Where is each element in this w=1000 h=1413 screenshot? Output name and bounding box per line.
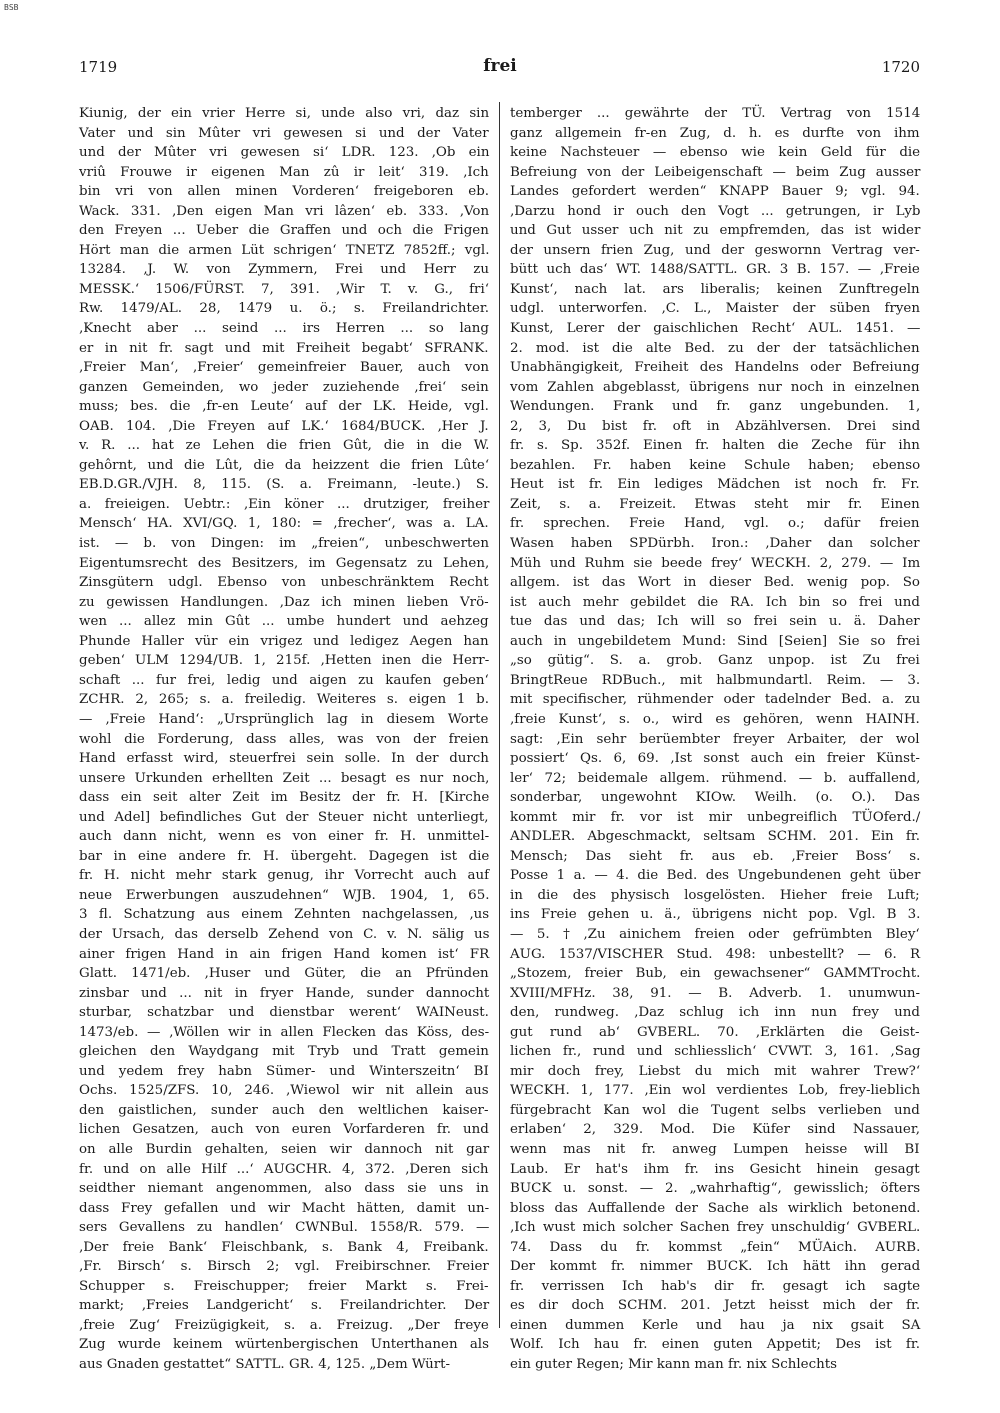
text-line: und Adel] befindliches Gut der Steuer nicht unterliegt, [79,809,489,825]
text-line: XVIII/MFHz. 38, 91. — B. Adverb. 1. unumwun- [510,985,921,1001]
text-line: dass Frey gefallen und wir Macht hätten, damit un- [79,1200,490,1216]
text-line: es dir doch SCHM. 201. Jetzt heisst mich der fr. [510,1298,921,1314]
text-line: zinsbar und ... nit in fryer Hande, sunder dannocht [79,985,490,1001]
text-line: Rw. 1479/AL. 28, 1479 u. ö.; s. Freilandrichter. [79,301,490,317]
text-line: Eigentumsrecht des Besitzers, im Gegensatz zu Lehen, [79,555,490,571]
text-line: zu gewissen Handlungen. ‚Daz ich minen lieben Vrö- [79,594,489,610]
text-line: bin vri von allen minen Vorderen‘ freigeboren eb. [79,184,490,200]
text-line: ist. — b. von Dingen: im „freien“, unbeschwerten [79,536,489,552]
text-line: Zeit, s. a. Freizeit. Etwas steht mir fr. Einen [510,496,920,512]
text-line: possiert‘ Qs. 6, 69. ‚Ist sonst auch ein freier Künst- [510,751,920,767]
text-line: mir doch frey, Liebst du mich mit wahrer Trew?‘ [510,1063,921,1079]
text-line: sers Gevallens zu handlen‘ CWNBul. 1558/R. 579. — [79,1220,490,1236]
text-line: ‚Darzu hond ir ouch den Vogt ... getrungen, ir Lyb [510,203,921,219]
text-line: a. freieigen. Uebtr.: ‚Ein köner ... drutziger, freiher [79,496,490,512]
text-line: sturbar, schatzbar und dienstbar werent‘ WAINeust. [79,1005,489,1021]
text-line: gut rund ab‘ GVBERL. 70. ‚Erklärten die Geist- [510,1024,920,1040]
text-line: Landes gefordert werden“ KNAPP Bauer 9; vgl. 94. [510,184,920,200]
text-line: 3 fl. Schatzung aus einem Zehnten nachgelassen, ‚us [79,907,490,923]
text-line: BringtReue RDBuch., mit halbmundartl. Reim. — 3. [510,672,921,688]
text-line: ganz allgemein fr-en Zug, d. h. es durfte von ihm [510,125,920,141]
text-line: einen dummen Kerle und hau ja nix gsait SA [510,1317,921,1333]
text-line: ins Freie gehen u. ä., übrigens nicht pop. Vgl. B 3. [510,907,921,923]
text-line: ganzen Gemeinden, wo jeder zuziehende ‚frei‘ sein [79,379,489,395]
text-line: Hand erfasst wird, steuerfrei sein solle. In der durch [79,751,489,767]
text-line: 74. Dass du fr. kommst „fein“ MÜAich. AURB. [510,1239,921,1255]
text-line: der Ursach, das derselb Zehend von C. v. N. sälig us [79,926,490,942]
text-line: bütt uch das‘ WT. 1488/SATTL. GR. 3 B. 157. — ‚Freie [510,262,920,278]
text-line: Kunst‘, nach lat. ars liberalis; keinen Zunftregeln [510,281,920,297]
text-line: in die des physisch losgelösten. Hieher freie Luft; [510,887,920,903]
page-number-left: 1719 [79,58,118,76]
text-line: Wack. 331. ‚Den eigen Man vri lâzen‘ eb. 333. ‚Von [79,203,490,219]
text-line: ler‘ 72; beidemale allgem. rühmend. — b. auffallend, [510,770,921,786]
text-line: Phunde Haller vür ein vrigez und ledigez Aegen han [79,633,489,649]
text-line: geben‘ ULM 1294/UB. 1, 215f. ‚Hetten inen die Herr- [79,653,490,669]
text-line: Vater und sin Mûter vri gewesen si und der Vater [79,125,489,141]
text-line: fr. und on alle Hilf ...‘ AUGCHR. 4, 372. ‚Deren sich [79,1161,489,1177]
text-line: — 5. † ‚Zu ainichem freien oder gefrümbten Bley‘ [510,926,920,942]
text-line: mit specifischer, rühmender oder tadelnder Bed. a. zu [510,692,921,708]
text-line: udgl. unterworfen. ‚C. L., Maister der süben fryen [510,301,920,317]
text-line: neue Erwerbungen auszudehnen“ WJB. 1904, 1, 65. [79,887,490,903]
text-line: bloss das Auffallende der Sache als wirklich betonend. [510,1200,921,1216]
text-line: lichen Gesatzen, auch von euren Vorfarderen fr. und [79,1122,489,1138]
text-line: ainer frigen Hand in ain frigen Hand komen ist‘ FR [79,946,490,962]
left-column [79,104,490,1372]
text-line: bezahlen. Fr. haben keine Schule haben; ebenso [510,457,921,473]
text-line: Wasen haben SPDürbh. Iron.: ‚Daher dan solcher [510,536,920,552]
text-line: ‚freie Zug‘ Freizügigkeit, s. a. Freizug. „Der freye [79,1317,489,1333]
text-line: Glatt. 1471/eb. ‚Huser und Güter, die an Pfründen [79,966,489,982]
text-line: kommt mir fr. vor ist mir unbegreiflich TÜOferd./ [510,809,921,825]
text-line: gleichen den Waydgang mit Tryb und Tratt gemein [79,1044,489,1060]
text-line: und yedem frey habn Sümer- und Winterszeitn‘ BI [79,1063,489,1079]
text-line: muss; bes. die ‚fr-en Leute‘ auf der LK. Heide, vgl. [79,399,489,415]
text-line: Hört man die armen Lüt schrigen‘ TNETZ 7852ff.; vgl. [79,242,490,258]
text-line: ‚Ich wust mich solcher Sachen frey unschuldig‘ GVBERL. [510,1220,921,1236]
running-headword: frei [483,56,517,76]
text-line: aus Gnaden gestattet“ SATTL. GR. 4, 125. „Dem Würt- [79,1357,451,1372]
text-line: er in nit fr. sagt und mit Freiheit begabt‘ SFRANK. [79,340,489,356]
page-number-right: 1720 [881,58,920,76]
right-column [510,104,921,1372]
text-line: Laub. Er hat's ihm fr. ins Gesicht hinein gesagt [510,1161,920,1177]
text-line: v. R. ... hat ze Lehen die frien Gût, die in die W. [79,438,490,454]
text-line: den Freyen ... Ueber die Graffen und och die Frigen [79,223,489,239]
text-line: Unabhängigkeit, Freiheit des Handelns oder Befreiung [510,360,920,376]
text-line: schaft ... fur frei, ledig und aigen zu kaufen geben‘ [79,672,489,688]
text-line: dass ein seit alter Zeit im Besitz der fr. H. [Kirche [79,790,490,806]
text-line: 13284. ‚J. W. von Zymmern, Frei und Herr zu [79,262,489,278]
text-line: seidther niemant angenommen, also dass sie uns in [79,1181,489,1197]
text-line: Mensch‘ HA. XVI/GQ. 1, 180: = ‚frecher‘, was a. LA. [79,516,489,532]
text-line: MESSK.‘ 1506/FÜRST. 7, 391. ‚Wir T. v. G., fri‘ [79,281,489,297]
text-line: unsere Urkunden erhellten Zeit ... besagt es nur noch, [79,770,490,786]
text-line: ein guter Regen; Mir kann man fr. nix Schlechts [510,1357,837,1372]
text-line: ‚Der freie Bank‘ Fleischbank, s. Bank 4, Freibank. [79,1239,489,1255]
text-line: ‚Fr. Birsch‘ s. Birsch 2; vgl. Freibirschner. Freier [79,1259,489,1275]
text-line: Der kommt fr. nimmer BUCK. Ich hätt ihn gerad [510,1259,921,1275]
text-line: ist auch mehr gebildet die RA. Ich bin so frei und [510,594,920,610]
text-line: fürgebracht Kan wol die Tugent selbs verlieben und [510,1102,920,1118]
text-line: WECKH. 1, 177. ‚Ein wol verdientes Lob, frey-lieblich [510,1083,921,1099]
text-line: Befreiung von der Leibeigenschaft — beim Zug ausser [510,164,921,180]
text-line: auch in ungebildetem Mund: Sind [Seien] Sie so frei [510,633,921,649]
text-line: „so gütig“. S. a. grob. Ganz unpop. ist Zu frei [510,653,920,669]
text-line: „Stozem, freier Bub, ein gewachsener“ GAMMTrocht. [510,966,921,982]
text-line: erlaben‘ 2, 329. Mod. Die Küfer sind Nassauer, [510,1122,921,1138]
text-line: keine Nachsteuer — ebenso wie kein Geld für die [510,145,921,161]
text-line: Posse 1 a. — 4. die Bed. des Ungebundenen geht über [510,868,921,884]
text-line: markt; ‚Freies Landgericht‘ s. Freilandrichter. Der [79,1298,490,1314]
text-line: EB.D.GR./VJH. 8, 115. (S. a. Freimann, -leute.) S. [79,477,489,493]
text-line: fr. sprechen. Freie Hand, vgl. o.; dafür freien [510,516,920,532]
text-line: fr. s. Sp. 352f. Einen fr. halten die Zeche für ihn [510,438,920,454]
text-line: gehôrnt, und die Lût, die da heizzent die frien Lûte‘ [79,457,490,473]
text-line: on alle Burdin gehalten, seien wir dannoch nit gar [79,1141,490,1157]
text-line: Kiunig, der ein vrier Herre si, unde also vri, daz sin [79,106,490,121]
text-line: OAB. 104. ‚Die Freyen auf LK.‘ 1684/BUCK. ‚Her J. [79,418,489,434]
text-line: Ochs. 1525/ZFS. 10, 246. ‚Wiewol wir nit allein aus [79,1083,489,1099]
text-line: allgem. ist das Wort in dieser Bed. wenig pop. So [510,575,920,591]
text-line: BUCK u. sonst. — 2. „wahrhaftig“, gewisslich; öfters [510,1181,921,1197]
text-line: 2. mod. ist die alte Bed. zu der der tatsächlichen [510,340,920,356]
text-line: Kunst, Lerer der gaischlichen Recht‘ AUL. 1451. — [510,321,921,337]
text-line: den, rundweg. ‚Daz schlug ich inn nun frey und [510,1005,920,1021]
text-line: Müh und Ruhm sie beede frey‘ WECKH. 2, 279. — Im [510,555,921,571]
text-line: wenn mas nit fr. anweg Lumpen heisse will BI [510,1141,920,1157]
text-line: sonderbar, ungewohnt KIOw. Weilh. (o. O.). Das [510,790,920,806]
text-line: wen ... allez min Gût ... umbe hundert und aehzeg [79,614,489,630]
text-line: temberger ... gewährte der TÜ. Vertrag von 1514 [510,106,921,121]
text-line: AUG. 1537/VISCHER Stud. 498: unbestellt? — 6. R [510,946,921,962]
text-line: — ‚Freie Hand‘: „Ursprünglich lag in diesem Worte [79,711,489,727]
text-line: Heut ist fr. Ein lediges Mädchen ist noch fr. Fr. [510,477,920,493]
column-divider [499,102,500,1328]
text-line: Wolf. Ich hau fr. einen guten Appetit; Des ist fr. [510,1337,921,1353]
text-line: Zinsgütern udgl. Ebenso von unbeschränktem Recht [79,575,489,591]
text-line: Mensch; Das sieht fr. aus eb. ‚Freier Boss‘ s. [510,848,921,864]
text-line: wohl die Forderung, dass alles, was von der freien [79,731,489,747]
library-stamp: BSB [4,3,19,12]
text-line: vriû Frouwe ir eigenen Man zû ir leit‘ 319. ‚Ich [79,164,489,180]
text-line: und der Mûter vri gewesen si‘ LDR. 123. ‚Ob ein [79,145,490,161]
text-line: fr. H. nicht mehr stark genug, ihr Vorrecht auch auf [79,868,490,884]
text-line: vom Zahlen abgeblasst, übrigens nur noch in einzelnen [510,379,920,395]
text-line: tue das und das; Ich will so frei sein u. ä. Daher [510,614,920,630]
text-line: ZCHR. 2, 265; s. a. freiledig. Weiteres s. eigen 1 b. [79,692,489,708]
text-line: fr. verrissen Ich hab's dir fr. gesagt ich sagte [510,1278,921,1294]
text-line: Schupper s. Freischupper; freier Markt s. Frei- [79,1278,489,1294]
text-line: 1473/eb. — ‚Wöllen wir in allen Flecken das Köss, des- [79,1024,490,1040]
text-line: und Gut usser uch nit zu empfremden, das ist wider [510,223,921,239]
text-line: den gaistlichen, sunder auch den weltlichen kaiser- [79,1102,489,1118]
text-line: bar in eine andere fr. H. übergeht. Dagegen ist die [79,848,490,864]
text-line: ANDLER. Abgeschmackt, seltsam SCHM. 201. Ein fr. [510,829,921,845]
text-line: Zug wurde keinem würtenbergischen Unterthanen als [79,1337,489,1353]
text-line: ‚Knecht aber ... seind ... irs Herren ... so lang [79,321,489,337]
text-line: lichen fr., rund und schliesslich‘ CVWT. 3, 161. ‚Sag [510,1044,921,1060]
text-line: Wendungen. Frank und fr. ganz ungebunden. 1, [510,399,921,415]
text-line: auch dann nicht, wenn es von einer fr. H. unmittel- [79,829,490,845]
text-line: ‚Freier Man‘, ‚Freier‘ gemeinfreier Bauer, auch von [79,360,490,376]
text-line: sagt: ‚Ein sehr berüembter freyer Arbaiter, der wol [510,731,920,747]
text-line: der unsern frien Zug, und der geswornn Vertrag ver- [510,242,920,258]
text-line: ‚freie Kunst‘, s. o., wird es gehören, wenn HAINH. [510,711,920,727]
text-line: 2, 3, Du bist fr. oft in Abzählversen. Drei sind [510,418,921,434]
